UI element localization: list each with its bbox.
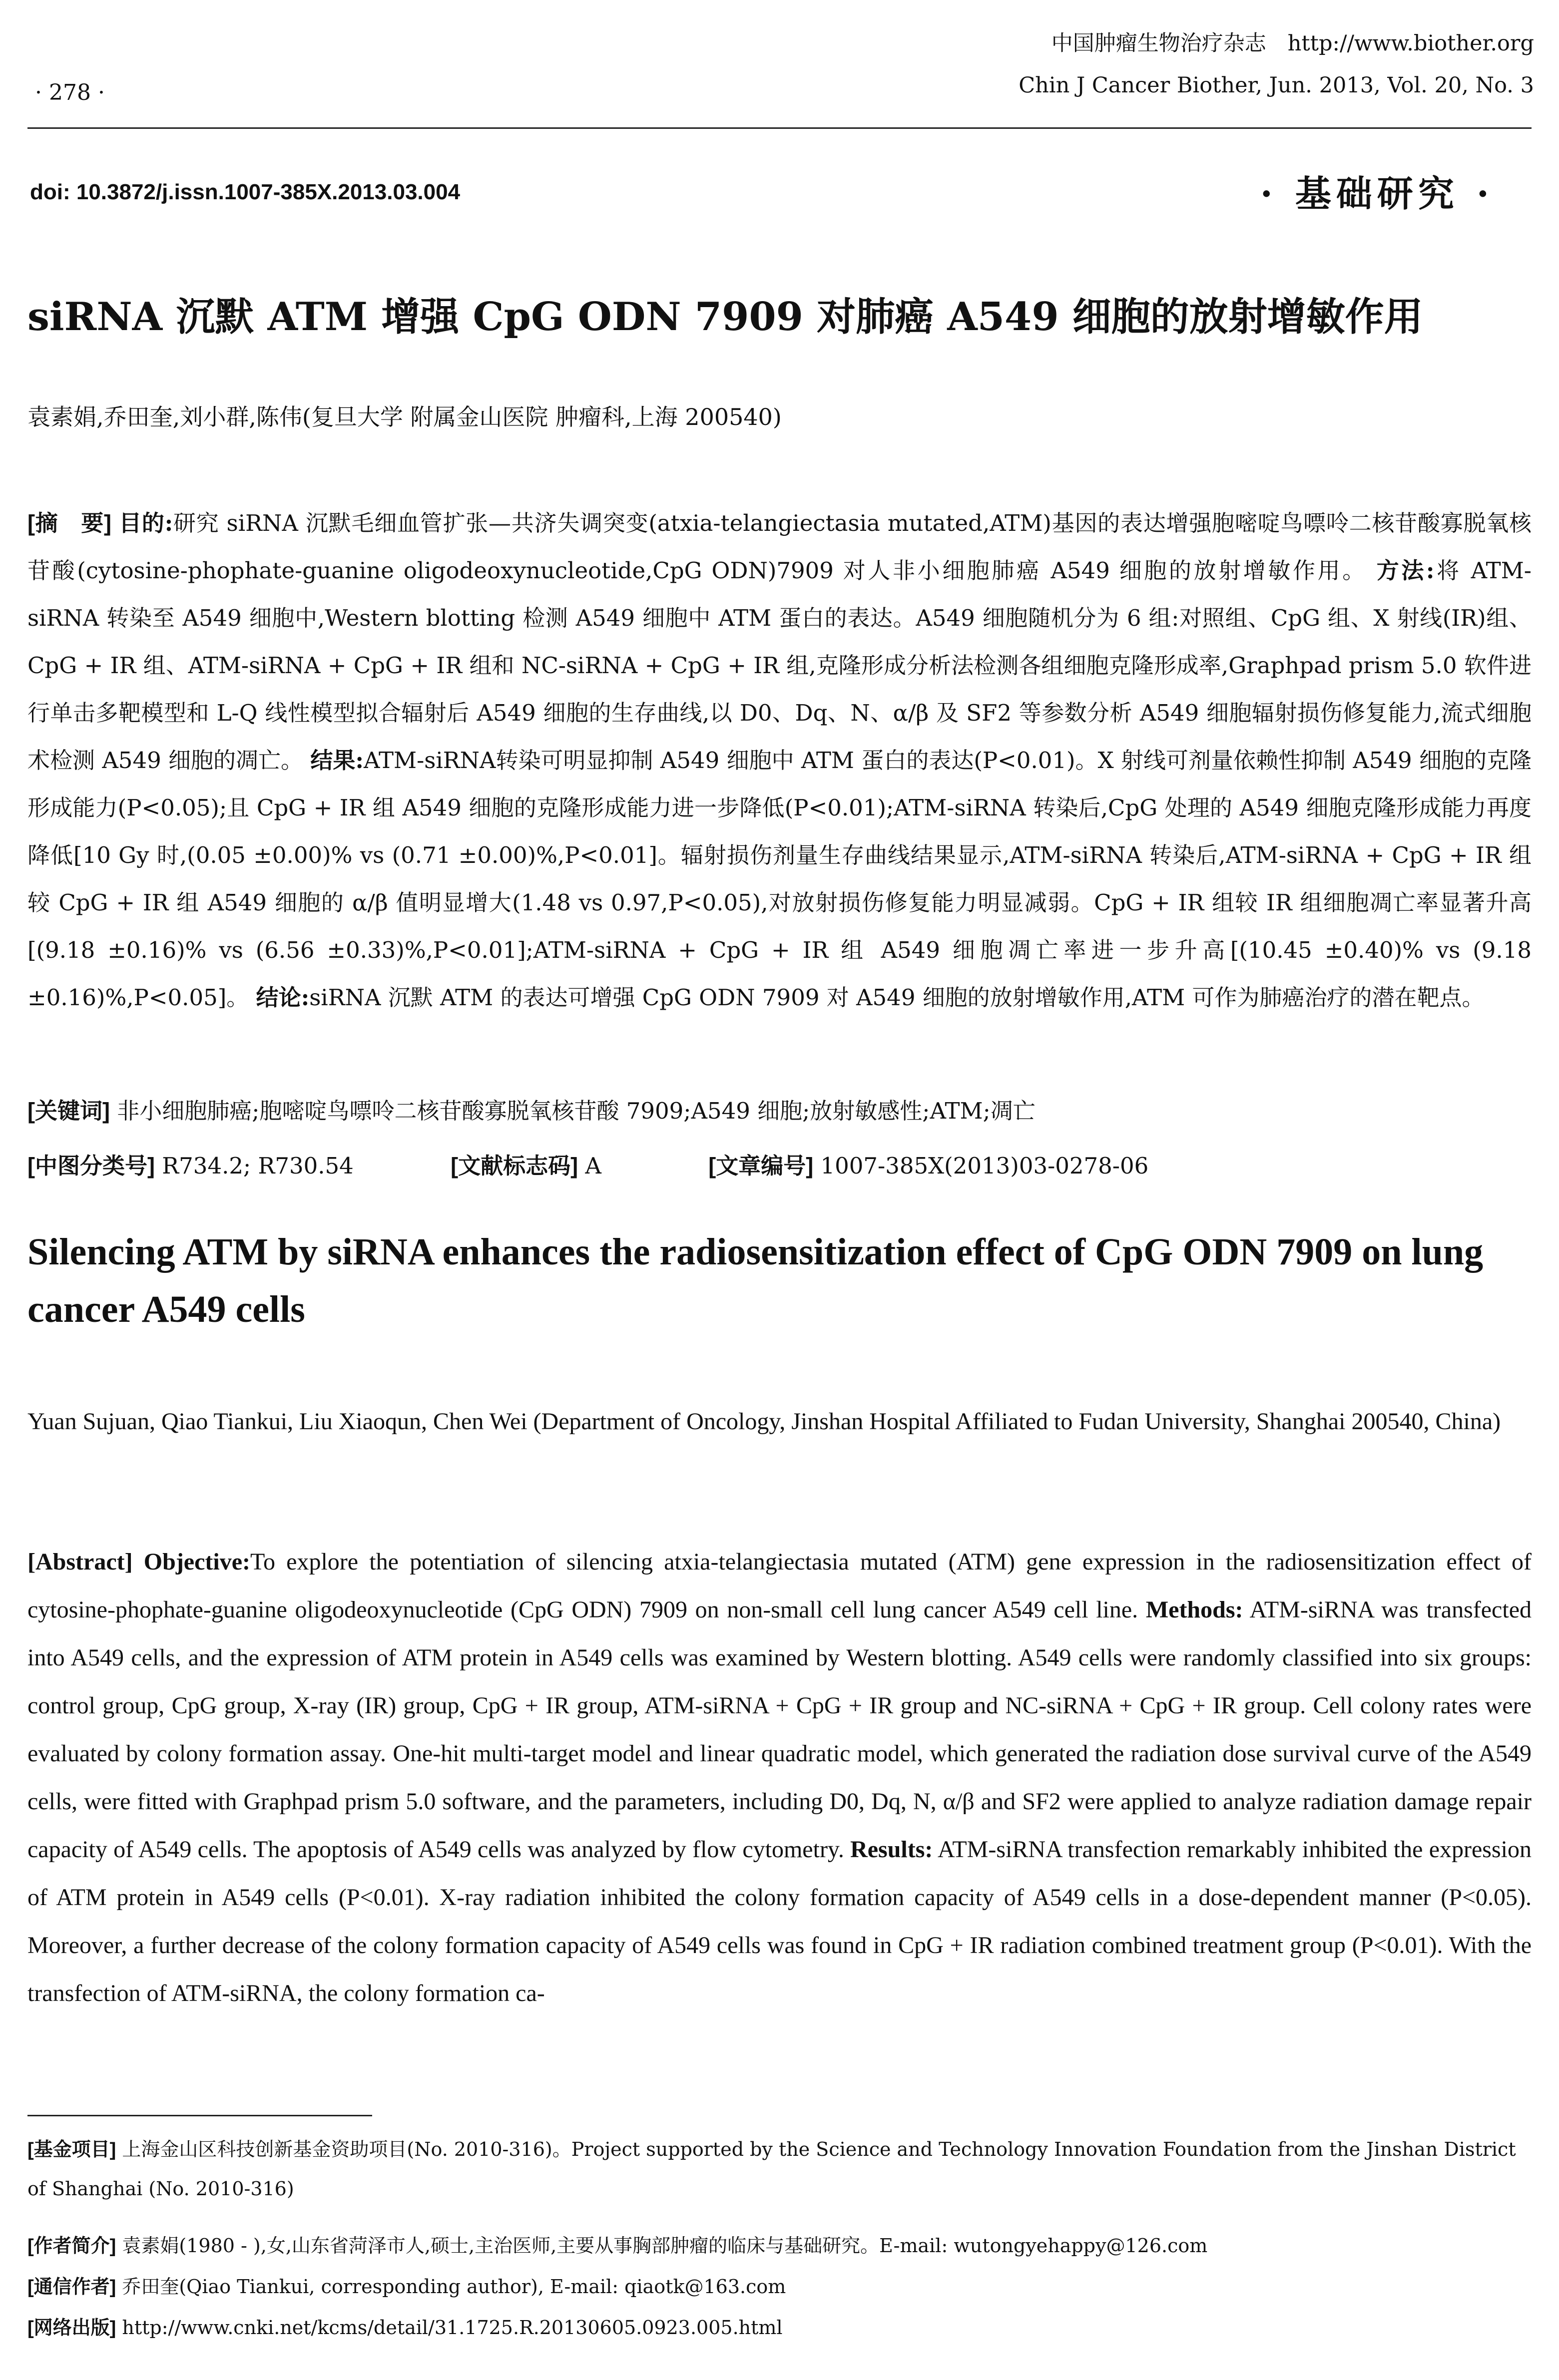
objective-label: Objective: [143, 1549, 251, 1575]
online-label: [网络出版] [27, 2318, 116, 2339]
purpose-text: 研究 siRNA 沉默毛细血管扩张—共济失调突变(atxia-telangiectasia mutated,ATM)基因的表达增强胞嘧啶鸟嘌呤二核苷酸寡脱氧核苷酸(cytosine-phophate-guanine oligodeoxynucleotide,CpG ODN)7909 对人非小细胞肺癌 A549 细胞的放射增敏作用。 [27, 510, 1532, 584]
footnote-fund [27, 2130, 1532, 2208]
keywords-text: 非小细胞肺癌;胞嘧啶鸟嘌呤二核苷酸寡脱氧核苷酸 7909;A549 细胞;放射敏感性;ATM;凋亡 [117, 1098, 1036, 1124]
abstract-en-label: [Abstract] [27, 1549, 133, 1575]
abstract-cn-label: [摘 要] [27, 510, 112, 536]
article-number-value: 1007-385X(2013)03-0278-06 [820, 1153, 1149, 1179]
fund-text: 上海金山区科技创新基金资助项目(No. 2010-316)。Project supported by the Science and Technology Innovation Foundation from the Jinshan District of Shanghai (No. 2010-316) [27, 2138, 1516, 2200]
results-text-en: ATM-siRNA transfection remarkably inhibited the expression of ATM protein in A549 cells (P<0.01). X-ray radiation inhibited the colony formation capacity of A549 cells in a dose-dependent manner (P<0.05). Moreover, a further decrease of the colony formation capacity of A549 cells was found in CpG + IR radiation combined treatment group (P<0.01). With the transfection of ATM-siRNA, the colony formation ca- [27, 1836, 1532, 2006]
clc-value: R734.2; R730.54 [162, 1153, 354, 1179]
header-rule [27, 127, 1532, 129]
results-text-cn: ATM-siRNA转染可明显抑制 A549 细胞中 ATM 蛋白的表达(P<0.01)。X 射线可剂量依赖性抑制 A549 细胞的克隆形成能力(P<0.05);且 CpG + IR 组 A549 细胞的克隆形成能力进一步降低(P<0.01);ATM-siRNA 转染后,CpG 处理的 A549 细胞克隆形成能力再度降低[10 Gy 时,(0.05 ±0.00)% vs (0.71 ±0.00)%,P<0.01]。辐射损伤剂量生存曲线结果显示,ATM-siRNA 转染后,ATM-siRNA + CpG + IR 组较 CpG + IR 组 A549 细胞的 α/β 值明显增大(1.48 vs 0.97,P<0.05),对放射损伤修复能力明显减弱。CpG + IR 组较 IR 组细胞凋亡率显著升高[(9.18 ±0.16)% vs (6.56 ±0.33)%,P<0.01];ATM-siRNA + CpG + IR 组 A549 细胞凋亡率进一步升高[(10.45 ±0.40)% vs (9.18 ±0.16)%,P<0.05]。 [27, 747, 1532, 1011]
journal-cn-line: 中国肿瘤生物治疗杂志 http://www.biother.org [1051, 31, 1534, 56]
methods-text-en: ATM-siRNA was transfected into A549 cells, and the expression of ATM protein in A549 cells was examined by Western blotting. A549 cells were randomly classified into six groups: control group, CpG group, X-ray (IR) group, CpG + IR group, ATM-siRNA + CpG + IR group and NC-siRNA + CpG + IR group. Cell colony rates were evaluated by colony formation assay. One-hit multi-target model and linear quadratic model, which generated the radiation dose survival curve of the A549 cells, were fitted with Graphpad prism 5.0 software, and the parameters, including D0, Dq, N, α/β and SF2 were applied to analyze radiation damage repair capacity of A549 cells. The apoptosis of A549 cells was analyzed by flow cytometry. [27, 1596, 1532, 1863]
clc-label: [中图分类号] [27, 1153, 155, 1179]
methods-label-cn: 方法: [1376, 557, 1435, 584]
footnote-online [27, 2308, 1532, 2348]
conclusion-text-cn: siRNA 沉默 ATM 的表达可增强 CpG ODN 7909 对 A549 细胞的放射增敏作用,ATM 可作为肺癌治疗的潜在靶点。 [309, 984, 1485, 1011]
methods-text-cn: 将 ATM-siRNA 转染至 A549 细胞中,Western blotting 检测 A549 细胞中 ATM 蛋白的表达。A549 细胞随机分为 6 组:对照组、CpG 组、X 射线(IR)组、CpG + IR 组、ATM-siRNA + CpG + IR 组和 NC-siRNA + CpG + IR 组,克隆形成分析法检测各组细胞克隆形成率,Graphpad prism 5.0 软件进行单击多靶模型和 L-Q 线性模型拟合辐射后 A549 细胞的生存曲线,以 D0、Dq、N、α/β 及 SF2 等参数分析 A549 细胞辐射损伤修复能力,流式细胞术检测 A549 细胞的凋亡。 [27, 557, 1532, 774]
results-label-cn: 结果: [310, 747, 364, 774]
methods-label-en: Methods: [1145, 1596, 1243, 1623]
authors-en: Yuan Sujuan, Qiao Tiankui, Liu Xiaoqun, Chen Wei (Department of Oncology, Jinshan Hospital Affiliated to Fudan University, Shanghai 200540, China) [27, 1408, 1501, 1435]
fund-label: [基金项目] [27, 2139, 116, 2160]
footnote-rule [27, 2115, 372, 2116]
keywords-cn [27, 1091, 1532, 1131]
corresponding-label: [通信作者] [27, 2277, 116, 2298]
footnote-author [27, 2226, 1532, 2266]
title-en: Silencing ATM by siRNA enhances the radiosensitization effect of CpG ODN 7909 on lung cancer A549 cells [27, 1231, 1484, 1330]
page-number: · 278 · [35, 80, 105, 105]
results-label-en: Results: [850, 1836, 933, 1863]
keywords-label: [关键词] [27, 1098, 110, 1124]
conclusion-label-cn: 结论: [256, 984, 310, 1011]
abstract-cn [27, 499, 1532, 1021]
abstract-en [27, 1538, 1532, 2017]
footnote-corresponding [27, 2267, 1532, 2307]
doc-code-label: [文献标志码] [451, 1153, 578, 1179]
column-label: · 基础研究 · [1260, 172, 1494, 215]
classification-row [27, 1146, 1532, 1186]
doi: doi: 10.3872/j.issn.1007-385X.2013.03.004 [30, 180, 461, 204]
title-cn: siRNA 沉默 ATM 增强 CpG ODN 7909 对肺癌 A549 细胞的放射增敏作用 [27, 294, 1423, 340]
article-number-label: [文章编号] [708, 1153, 814, 1179]
objective-text: To explore the potentiation of silencing atxia-telangiectasia mutated (ATM) gene expression in the radiosensitization effect of cytosine-phophate-guanine oligodeoxynucleotide (CpG ODN) 7909 on non-small cell lung cancer A549 cell line. [27, 1549, 1532, 1623]
purpose-label: 目的: [119, 510, 173, 536]
doc-code-value: A [585, 1153, 601, 1179]
journal-en-line: Chin J Cancer Biother, Jun. 2013, Vol. 20, No. 3 [1019, 73, 1534, 98]
authors-cn: 袁素娟,乔田奎,刘小群,陈伟(复旦大学 附属金山医院 肿瘤科,上海 200540) [27, 403, 782, 430]
author-info-text: 袁素娟(1980 - ),女,山东省菏泽市人,硕士,主治医师,主要从事胸部肿瘤的临床与基础研究。E-mail: wutongyehappy@126.com [122, 2235, 1208, 2257]
corresponding-text: 乔田奎(Qiao Tiankui, corresponding author), E-mail: qiaotk@163.com [122, 2276, 786, 2298]
online-url[interactable]: http://www.cnki.net/kcms/detail/31.1725.R.20130605.0923.005.html [122, 2317, 783, 2339]
author-info-label: [作者简介] [27, 2236, 116, 2257]
